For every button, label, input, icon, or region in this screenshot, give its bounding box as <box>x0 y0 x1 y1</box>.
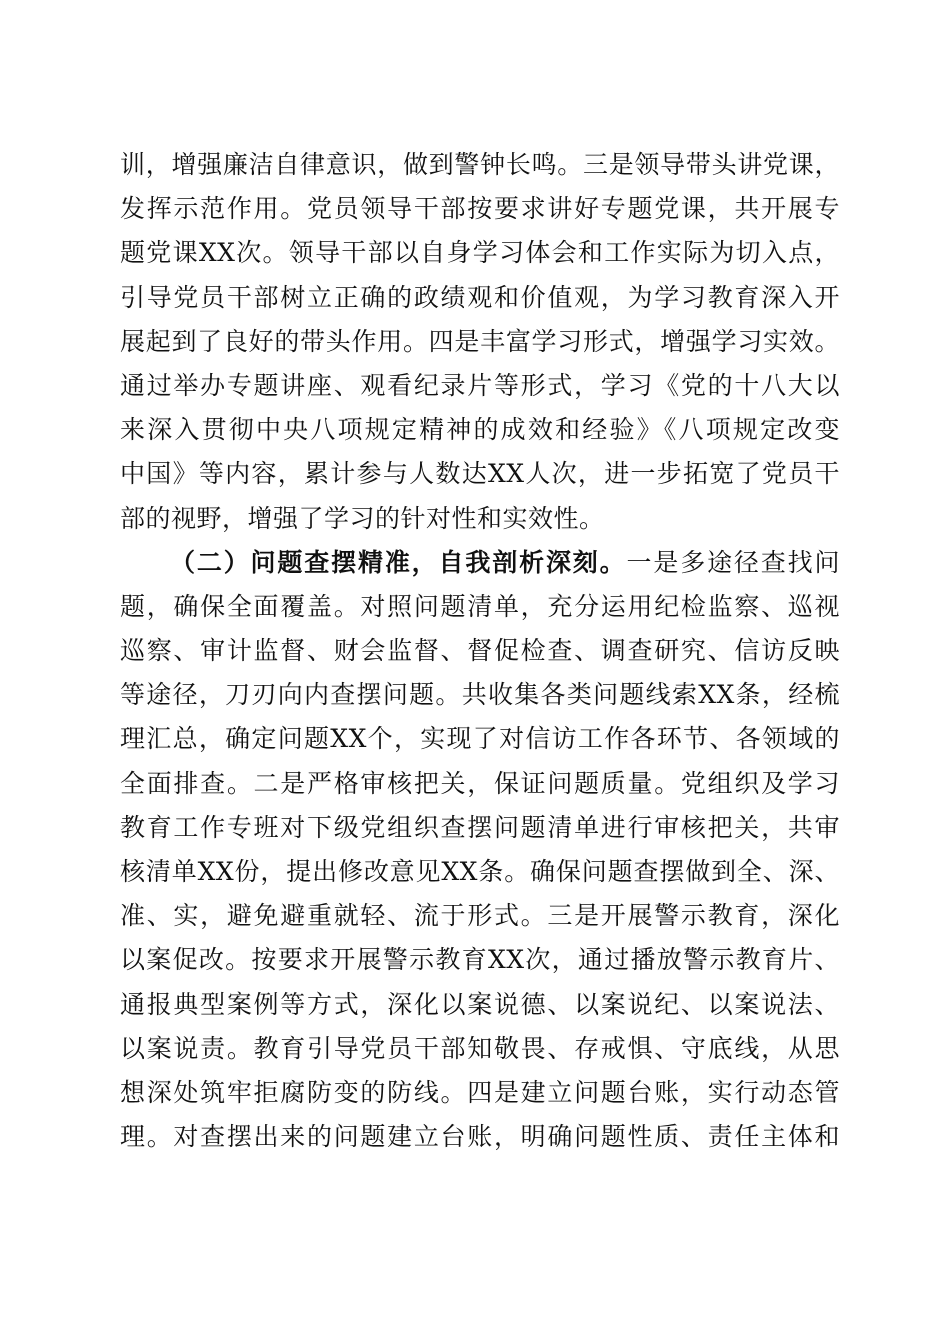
text-line: 通过举办专题讲座、观看纪录片等形式，学习《党的十八大以 <box>120 370 840 400</box>
text-line: 教育工作专班对下级党组织查摆问题清单进行审核把关，共审 <box>120 812 840 842</box>
section-heading: （二）问题查摆精准，自我剖析深刻。 <box>170 547 627 577</box>
text-line: 准、实，避免避重就轻、流于形式。三是开展警示教育，深化 <box>120 901 840 931</box>
text-line: 发挥示范作用。党员领导干部按要求讲好专题党课，共开展专 <box>120 194 840 224</box>
text-line: 题党课XX次。领导干部以自身学习体会和工作实际为切入点， <box>120 238 840 268</box>
text-line: 以案说责。教育引导党员干部知敬畏、存戒惧、守底线，从思 <box>120 1033 840 1063</box>
text-line: 中国》等内容，累计参与人数达XX人次，进一步拓宽了党员干 <box>120 459 840 489</box>
document-body <box>120 143 840 1159</box>
text-line: 理汇总，确定问题XX个，实现了对信访工作各环节、各领域的 <box>120 724 840 754</box>
text-line: 部的视野，增强了学习的针对性和实效性。 <box>120 503 605 533</box>
text-line: 引导党员干部树立正确的政绩观和价值观，为学习教育深入开 <box>120 282 840 312</box>
text-line: 训，增强廉洁自律意识，做到警钟长鸣。三是领导带头讲党课， <box>120 150 840 179</box>
text-line: 来深入贯彻中央八项规定精神的成效和经验》《八项规定改变 <box>120 415 840 445</box>
text-line: 核清单XX份，提出修改意见XX条。确保问题查摆做到全、深、 <box>120 857 840 886</box>
text-line: 展起到了良好的带头作用。四是丰富学习形式，增强学习实效。 <box>120 326 840 356</box>
text-line: 题，确保全面覆盖。对照问题清单，充分运用纪检监察、巡视 <box>120 591 840 621</box>
section-heading-line <box>120 541 840 585</box>
text-line: 想深处筑牢拒腐防变的防线。四是建立问题台账，实行动态管 <box>120 1077 840 1107</box>
text-line: 通报典型案例等方式，深化以案说德、以案说纪、以案说法、 <box>120 989 840 1019</box>
text-line: 等途径，刀刃向内查摆问题。共收集各类问题线索XX条，经梳 <box>120 680 840 710</box>
text-line: 全面排查。二是严格审核把关，保证问题质量。党组织及学习 <box>120 768 840 798</box>
text-line: 以案促改。按要求开展警示教育XX次，通过播放警示教育片、 <box>120 945 840 975</box>
text-line: 巡察、审计监督、财会监督、督促检查、调查研究、信访反映 <box>120 636 840 666</box>
section-heading-rest: 一是多途径查找问 <box>626 547 840 577</box>
text-line: 理。对查摆出来的问题建立台账，明确问题性质、责任主体和 <box>120 1122 840 1152</box>
